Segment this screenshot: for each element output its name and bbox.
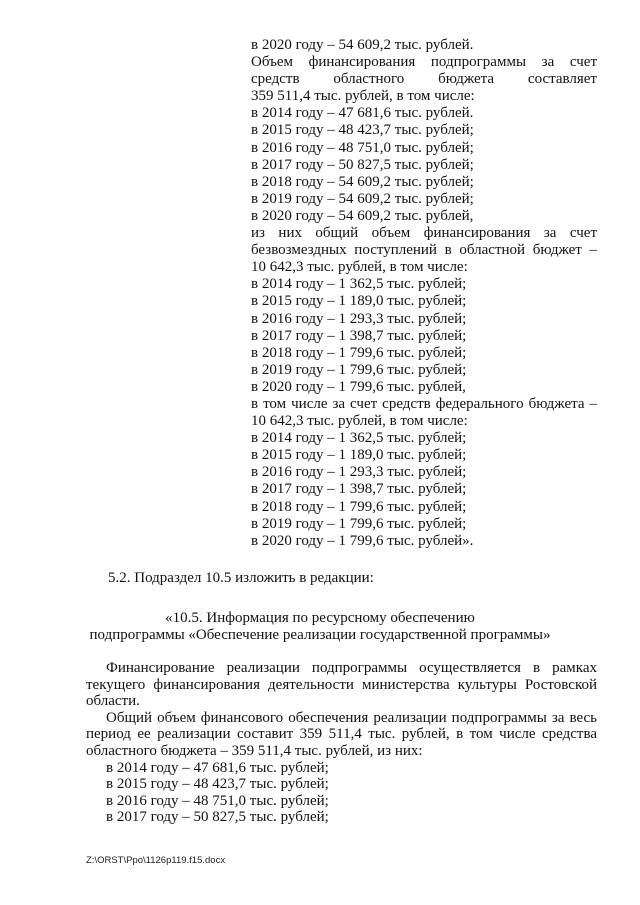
body-line: Общий объем финансового обеспечения реализации подпрограммы за весь <box>106 709 597 726</box>
text-line: в 2017 году – 1 398,7 тыс. рублей; <box>251 481 467 498</box>
text-line: в 2014 году – 1 362,5 тыс. рублей; <box>251 430 467 447</box>
file-path-footer: Z:\ORST\Ppo\1126p119.f15.docx <box>86 855 226 866</box>
text-line: в 2016 году – 1 293,3 тыс. рублей; <box>251 310 467 327</box>
body-line: областного бюджета – 359 511,4 тыс. рублей, из них: <box>86 742 423 759</box>
text-line: в 2016 году – 1 293,3 тыс. рублей; <box>251 464 467 481</box>
text-line: в 2019 году – 1 799,6 тыс. рублей; <box>251 515 467 532</box>
section-heading <box>60 610 580 644</box>
text-line: в 2017 году – 1 398,7 тыс. рублей; <box>251 327 467 344</box>
text-line: в 2018 году – 54 609,2 тыс. рублей; <box>251 173 474 190</box>
body-line: в 2016 году – 48 751,0 тыс. рублей; <box>106 792 329 809</box>
text-line: в 2014 году – 47 681,6 тыс. рублей. <box>251 105 474 122</box>
body-line: Финансирование реализации подпрограммы осуществляется в рамках <box>106 660 597 676</box>
text-line: 10 642,3 тыс. рублей, в том числе: <box>251 259 468 276</box>
top-text-column <box>251 37 597 550</box>
text-line: в 2020 году – 54 609,2 тыс. рублей. <box>251 37 474 53</box>
text-line: в 2016 году – 48 751,0 тыс. рублей; <box>251 139 474 156</box>
heading-line-2: подпрограммы «Обеспечение реализации государственной программы» <box>89 627 551 644</box>
text-line: в 2018 году – 1 799,6 тыс. рублей; <box>251 344 467 361</box>
text-line: из них общий объем финансирования за счет <box>251 225 597 242</box>
text-line: безвозмездных поступлений в областной бюджет – <box>251 242 597 259</box>
paragraph-5-2: 5.2. Подраздел 10.5 изложить в редакции: <box>108 570 374 586</box>
text-line: в 2019 году – 54 609,2 тыс. рублей; <box>251 190 474 207</box>
text-line: в 2020 году – 1 799,6 тыс. рублей, <box>251 378 466 395</box>
text-line: 359 511,4 тыс. рублей, в том числе: <box>251 88 475 105</box>
text-line: средств областного бюджета составляет <box>251 71 597 88</box>
text-line: в 2015 году – 1 189,0 тыс. рублей; <box>251 293 467 310</box>
text-line: в 2020 году – 1 799,6 тыс. рублей». <box>251 532 474 549</box>
body-line: в 2014 году – 47 681,6 тыс. рублей; <box>106 759 329 776</box>
text-line: в 2020 году – 54 609,2 тыс. рублей, <box>251 207 474 224</box>
text-line: в 2018 году – 1 799,6 тыс. рублей; <box>251 498 467 515</box>
body-line: в 2015 году – 48 423,7 тыс. рублей; <box>106 776 329 793</box>
text-line: в 2019 году – 1 799,6 тыс. рублей; <box>251 361 467 378</box>
body-text <box>86 660 597 826</box>
body-line: период ее реализации составит 359 511,4 тыс. рублей, в том числе средства <box>86 726 597 743</box>
text-line: 10 642,3 тыс. рублей, в том числе: <box>251 413 468 430</box>
text-line: Объем финансирования подпрограммы за счет <box>251 54 597 71</box>
text-line: в 2017 году – 50 827,5 тыс. рублей; <box>251 156 474 173</box>
body-line: в 2017 году – 50 827,5 тыс. рублей; <box>106 809 329 826</box>
text-line: в 2015 году – 1 189,0 тыс. рублей; <box>251 447 467 464</box>
body-line: текущего финансирования деятельности министерства культуры Ростовской <box>86 676 597 693</box>
text-line: в 2015 году – 48 423,7 тыс. рублей; <box>251 122 474 139</box>
text-line: в том числе за счет средств федерального бюджета – <box>251 395 597 412</box>
heading-line-1: «10.5. Информация по ресурсному обеспечению <box>165 610 475 626</box>
body-line: области. <box>86 693 140 710</box>
text-line: в 2014 году – 1 362,5 тыс. рублей; <box>251 276 467 293</box>
